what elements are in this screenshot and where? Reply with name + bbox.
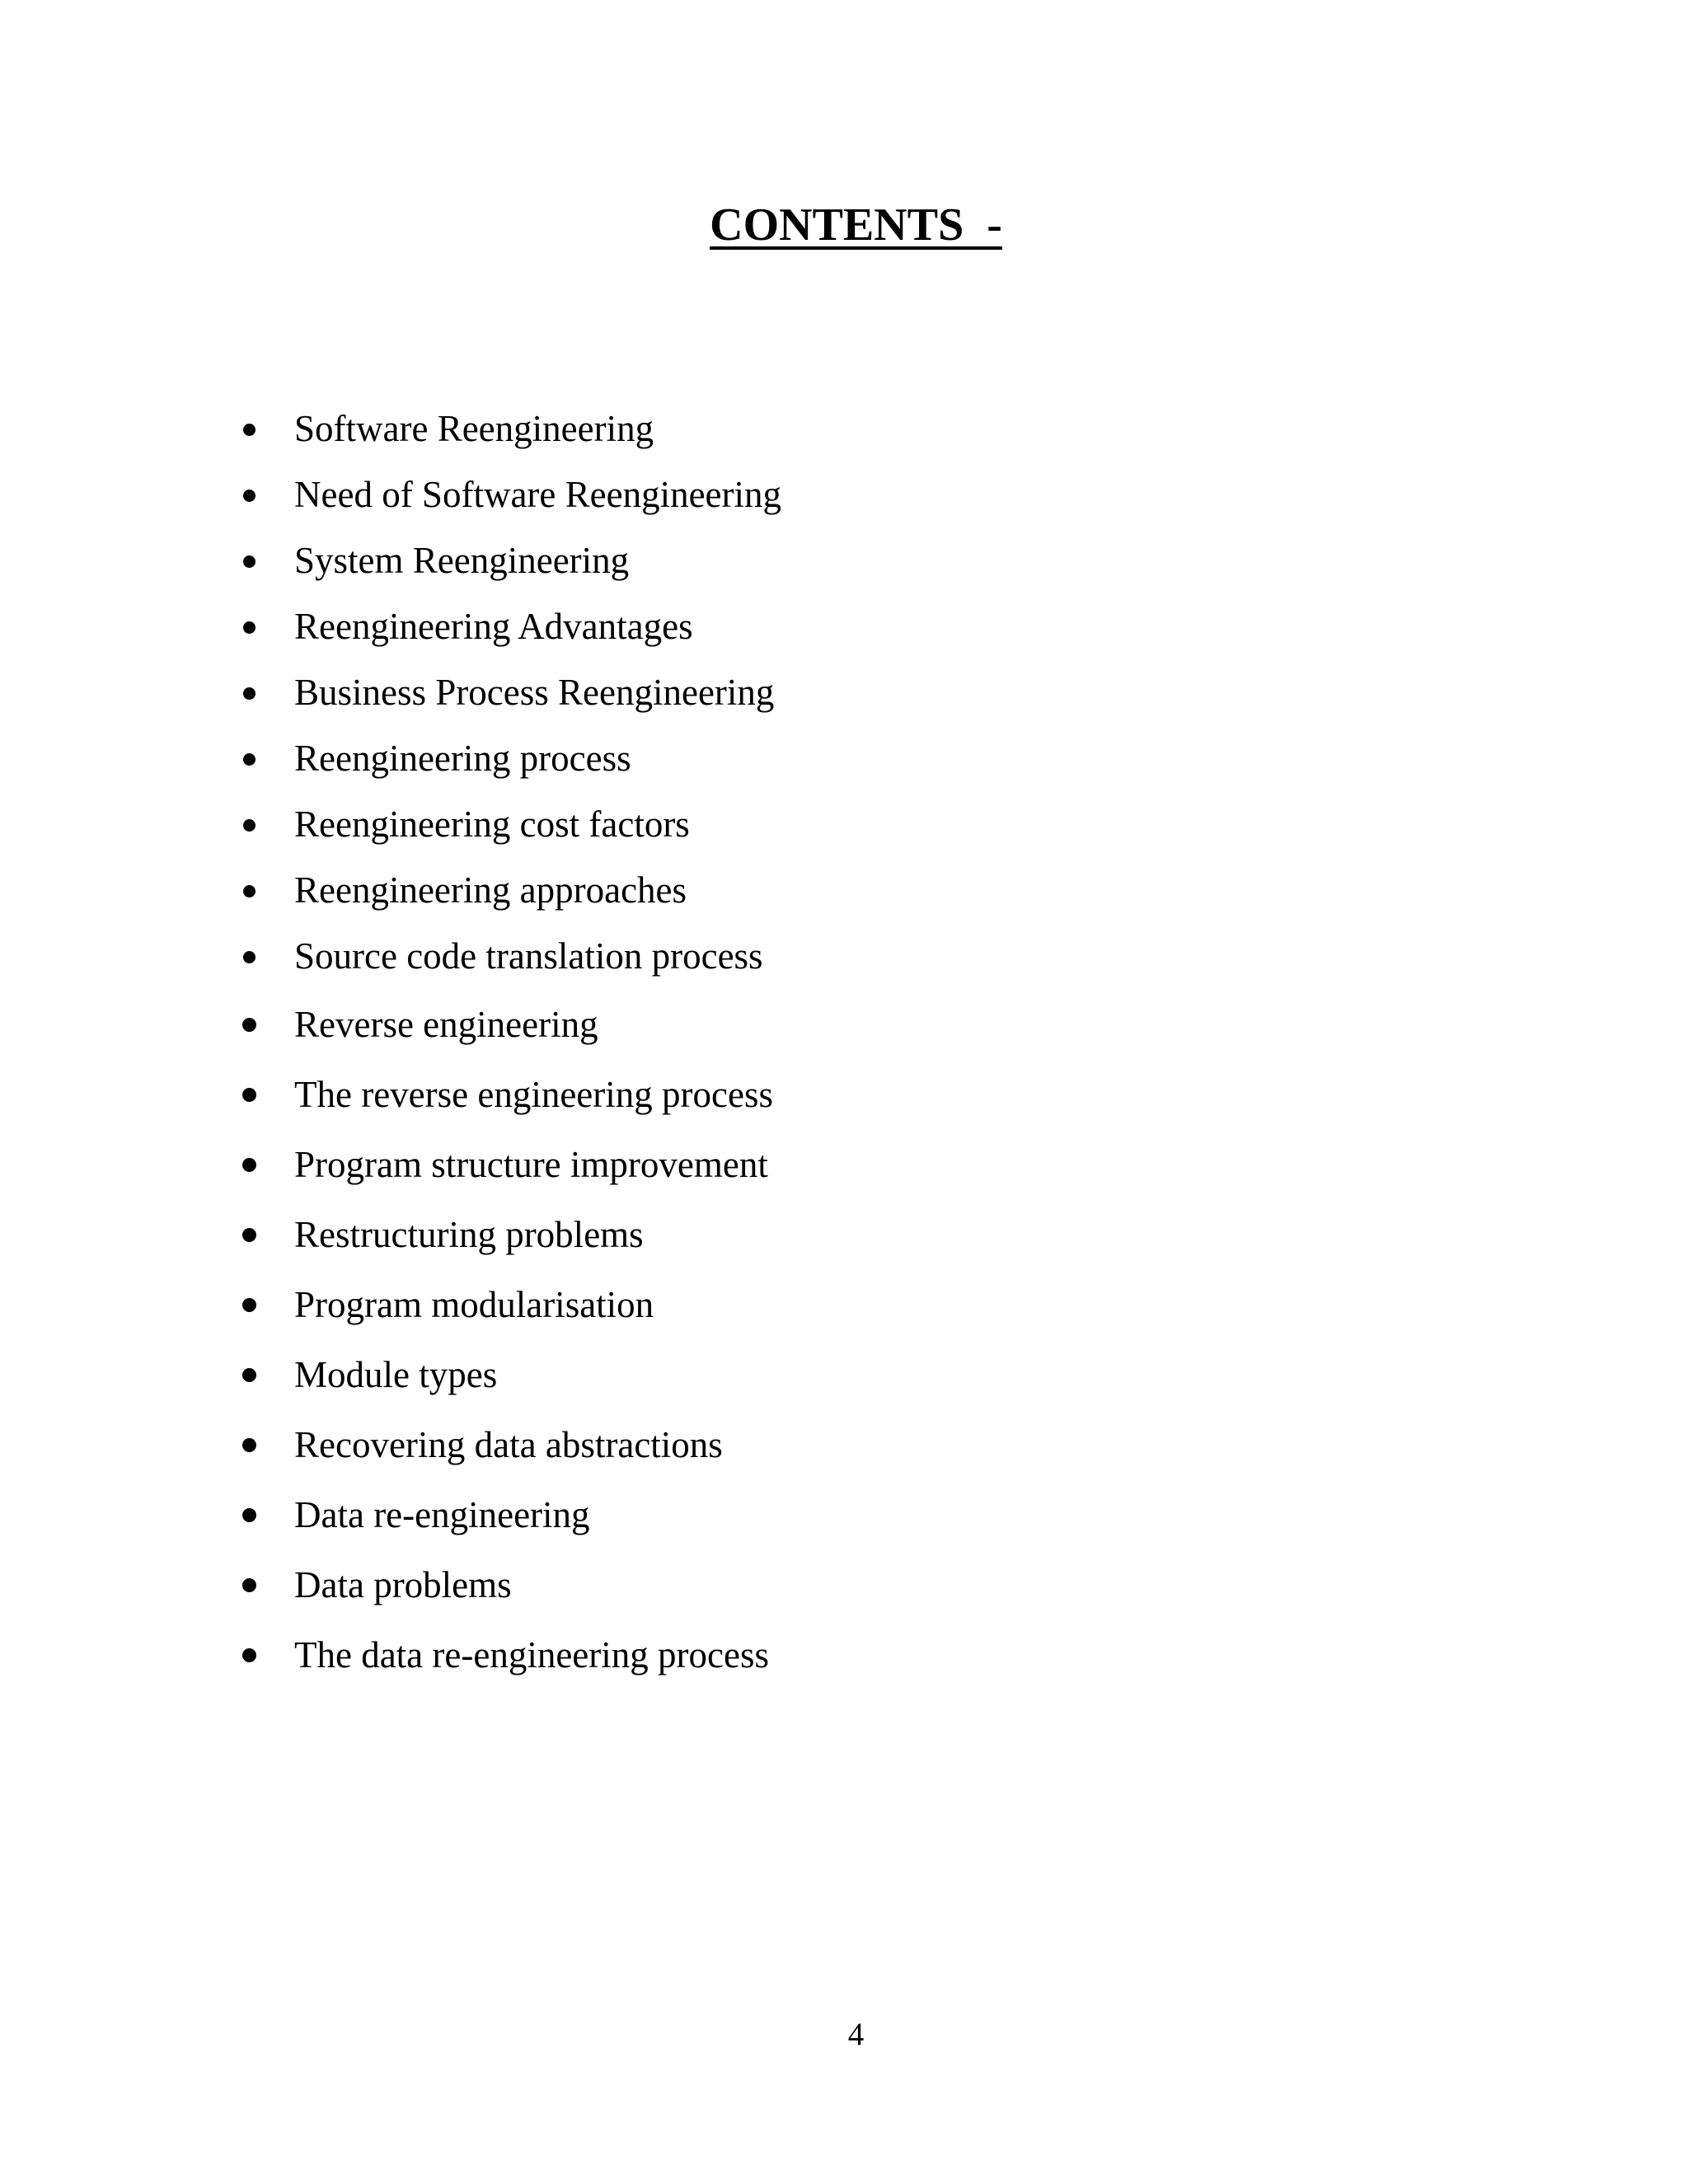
bullet-icon xyxy=(242,1578,256,1592)
list-item-text: System Reengineering xyxy=(294,540,630,581)
bullet-icon xyxy=(243,951,256,963)
bullet-icon xyxy=(243,819,256,832)
list-item-text: The data re-engineering process xyxy=(294,1634,769,1675)
list-item-text: Reengineering approaches xyxy=(294,869,687,911)
bullet-icon xyxy=(243,885,256,898)
list-item-text: Program modularisation xyxy=(294,1284,654,1325)
page-number: 4 xyxy=(847,2017,865,2052)
bullet-icon xyxy=(242,1648,256,1662)
bullet-icon xyxy=(243,753,256,766)
list-item-text: Program structure improvement xyxy=(294,1144,768,1185)
list-item-text: Reengineering cost factors xyxy=(294,804,690,845)
bullet-icon xyxy=(243,687,256,700)
bullet-icon xyxy=(243,621,256,634)
list-item-text: Reengineering process xyxy=(294,738,631,779)
list-item-text: Module types xyxy=(294,1354,498,1395)
bullet-icon xyxy=(242,1018,256,1032)
list-item-text: Reverse engineering xyxy=(294,1004,598,1045)
list-item-text: Software Reengineering xyxy=(294,408,654,449)
title-text: CONTENTS - xyxy=(710,199,1002,251)
bullet-icon xyxy=(242,1158,256,1172)
list-item-text: Need of Software Reengineering xyxy=(294,474,782,515)
list-item-text: Restructuring problems xyxy=(294,1214,644,1255)
bullet-icon xyxy=(242,1368,256,1382)
bullet-icon xyxy=(242,1438,256,1452)
list-item-text: The reverse engineering process xyxy=(294,1074,773,1115)
list-item-text: Reengineering Advantages xyxy=(294,606,693,647)
list-item-text: Source code translation process xyxy=(294,935,763,977)
bullet-icon xyxy=(242,1088,256,1102)
list-item-text: Recovering data abstractions xyxy=(294,1424,723,1465)
bullet-icon xyxy=(242,1298,256,1312)
list-item-text: Data re-engineering xyxy=(294,1494,590,1535)
bullet-icon xyxy=(243,490,256,502)
bullet-icon xyxy=(243,424,256,436)
bullet-icon xyxy=(242,1508,256,1522)
bullet-icon xyxy=(242,1228,256,1242)
list-item-text: Data problems xyxy=(294,1564,512,1605)
list-item-text: Business Process Reengineering xyxy=(294,672,775,713)
bullet-icon xyxy=(243,555,256,568)
